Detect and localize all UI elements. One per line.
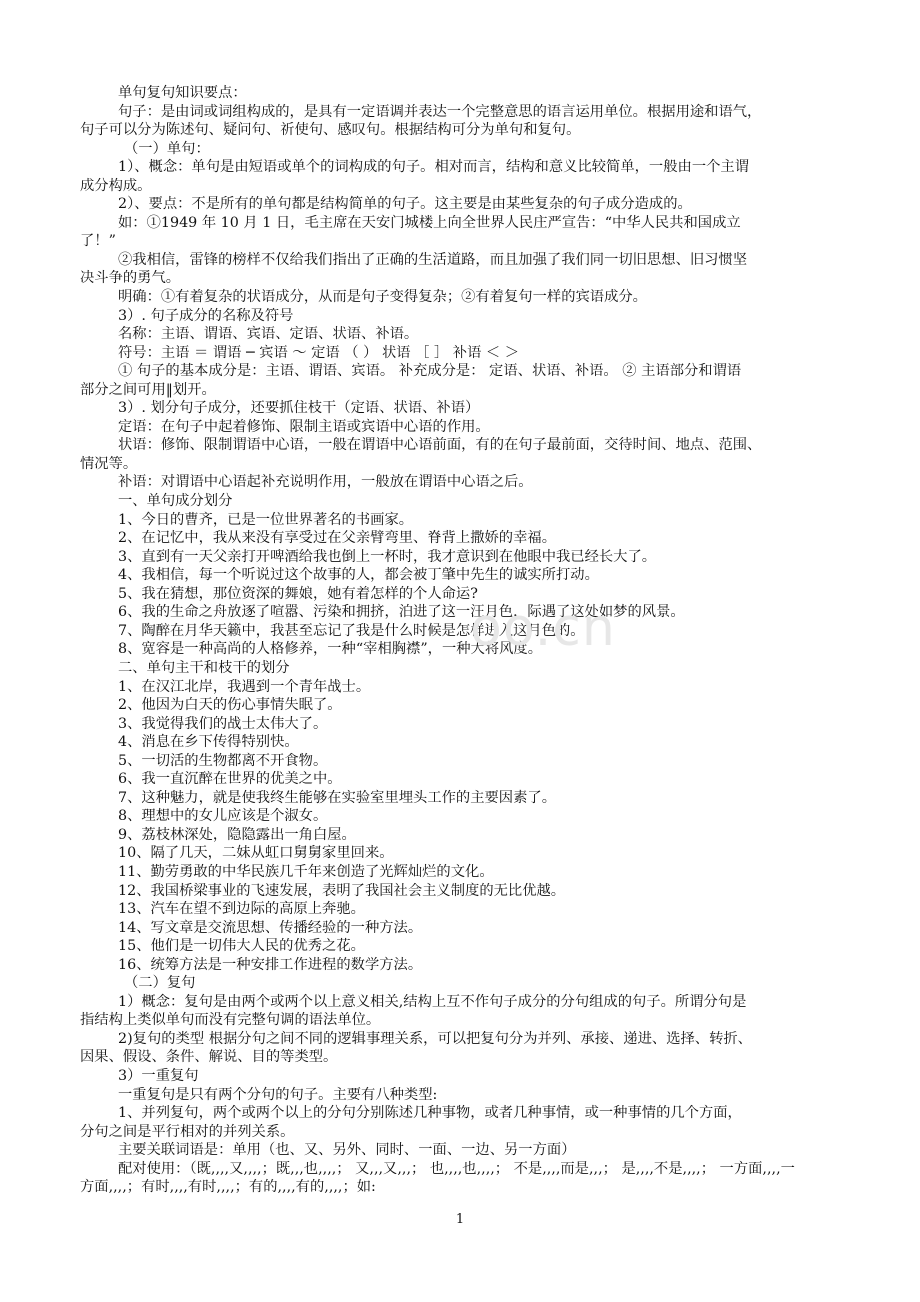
- page-number: 1: [455, 1212, 465, 1227]
- text-line: 6、我的生命之舟放逐了喧嚣、污染和拥挤，泊进了这一汪月色，际遇了这处如梦的风景。: [118, 604, 685, 621]
- text-line: 1）、概念：单句是由短语或单个的词构成的句子。相对而言，结构和意义比较简单，一般由一个主谓: [118, 159, 750, 176]
- text-line: 2）、要点：不是所有的单句都是结构简单的句子。这主要是由某些复杂的句子成分造成的。: [118, 196, 692, 213]
- text-line: 11、勤劳勇敢的中华民族几千年来创造了光辉灿烂的文化。: [118, 863, 494, 880]
- text-line: 3）. 句子成分的名称及符号: [118, 307, 294, 324]
- text-line: 10、隔了几天，二妹从虹口舅舅家里回来。: [118, 845, 394, 862]
- text-line: 5、我在猜想，那位资深的舞娘，她有着怎样的个人命运?: [118, 585, 478, 602]
- text-line: 8、宽容是一种高尚的人格修养，一种“宰相胸襟”，一种大将风度。: [118, 641, 543, 658]
- text-line: 指结构上类似单句而没有完整句调的语法单位。: [80, 1012, 381, 1029]
- text-line: 3、直到有一天父亲打开啤酒给我也倒上一杯时，我才意识到在他眼中我已经长大了。: [118, 548, 657, 565]
- text-line: 1、今日的曹齐，已是一位世界著名的书画家。: [118, 511, 414, 528]
- text-line: 句子可以分为陈述句、疑问句、祈使句、感叹句。根据结构可分为单句和复句。: [80, 122, 581, 139]
- text-line: 1、并列复句，两个或两个以上的分句分别陈述几种事物，或者几种事情，或一种事情的几个方面，: [118, 1105, 742, 1122]
- text-line: ②我相信，雷锋的榜样不仅给我们指出了正确的生活道路，而且加强了我们同一切旧思想、旧习惯坚: [118, 251, 748, 268]
- text-line: 3）. 划分句子成分，还要抓住枝干（定语、状语、补语）: [118, 400, 480, 417]
- text-line: 2、他因为白天的伤心事情失眠了。: [118, 697, 342, 714]
- text-line: 5、一切活的生物都离不开食物。: [118, 752, 328, 769]
- text-line: 7、陶醉在月华天籁中，我甚至忘记了我是什么时候是怎样进入这月色的。: [118, 622, 585, 639]
- text-line: 6、我一直沉醉在世界的优美之中。: [118, 771, 342, 788]
- text-line: 补语：对谓语中心语起补充说明作用，一般放在谓语中心语之后。: [118, 474, 533, 491]
- text-line: 2)复句的类型 根据分句之间不同的逻辑事理关系，可以把复句分为并列、承接、递进、选择、转折、: [118, 1030, 752, 1047]
- text-line: 状语：修饰、限制谓语中心语，一般在谓语中心语前面，有的在句子最前面，交待时间、地点、范围、: [118, 437, 762, 454]
- text-line: 4、我相信，每一个听说过这个故事的人，都会被丁肇中先生的诚实所打动。: [118, 567, 599, 584]
- text-line: 13、汽车在望不到边际的高原上奔驰。: [118, 901, 365, 918]
- text-line: 如：①1949 年 10 月 1 日，毛主席在天安门城楼上向全世界人民庄严宣告：“中华人民共和国成立: [118, 214, 741, 231]
- text-line: 部分之间可用‖划开。: [80, 381, 216, 398]
- text-line: 15、他们是一切伟大人民的优秀之花。: [118, 938, 365, 955]
- text-line: 情况等。: [80, 455, 138, 472]
- text-line: 单句复句知识要点：: [118, 85, 247, 101]
- document-body: [80, 84, 840, 1197]
- text-line: 分句之间是平行相对的并列关系。: [80, 1123, 295, 1140]
- text-line: 14、写文章是交流思想、传播经验的一种方法。: [118, 919, 423, 936]
- text-line: 定语：在句子中起着修饰、限制主语或宾语中心语的作用。: [118, 418, 490, 435]
- text-line: 1、在汉江北岸，我遇到一个青年战士。: [118, 678, 371, 695]
- text-line: 一重复句是只有两个分句的句子。主要有八种类型:: [118, 1086, 438, 1103]
- text-line: 2、在记忆中，我从来没有享受过在父亲臂弯里、脊背上撒娇的幸福。: [118, 530, 556, 547]
- text-line: 明确：①有着复杂的状语成分，从而是句子变得复杂；②有着复句一样的宾语成分。: [118, 289, 647, 306]
- text-line: 9、荔枝林深处，隐隐露出一角白屋。: [118, 826, 356, 843]
- text-line: 配对使用：（既,,,,又,,,,；既,,,也,,,,； 又,,,又,,,； 也,,,,也,,,,； 不是,,,,而是,,,； 是,,,,不是,,,,； 一方面,,,,一: [118, 1160, 795, 1177]
- text-line: 成分构成。: [80, 177, 152, 194]
- text-line: 二、单句主干和枝干的划分: [118, 659, 290, 676]
- text-line: 句子：是由词或词组构成的，是具有一定语调并表达一个完整意思的语言运用单位。根据用途和语气，: [118, 103, 762, 120]
- watermark: oo.cn: [470, 598, 616, 658]
- text-line: 因果、假设、条件、解说、目的等类型。: [80, 1049, 338, 1066]
- text-line: 1）概念：复句是由两个或两个以上意义相关,结构上互不作句子成分的分句组成的句子。所谓分句是: [118, 993, 747, 1010]
- text-line: 4、消息在乡下传得特别快。: [118, 734, 299, 751]
- text-line: 8、理想中的女儿应该是个淑女。: [118, 808, 328, 825]
- text-line: ① 句子的基本成分是：主语、谓语、宾语。 补充成分是： 定语、状语、补语。 ② 主语部分和谓语: [118, 363, 742, 380]
- text-line: 符号：主语 ＝ 谓语 ─ 宾语 ～ 定语 （ ） 状语 ［ ］ 补语 ＜ ＞: [118, 344, 520, 361]
- text-line: （一）单句：: [124, 140, 210, 157]
- text-line: 一、单句成分划分: [118, 493, 233, 510]
- text-line: 决斗争的勇气。: [80, 270, 181, 287]
- text-line: （二）复句: [124, 975, 196, 992]
- text-line: 方面,,,,；有时,,,,有时,,,,；有的,,,,有的,,,,；如:: [80, 1179, 376, 1196]
- text-line: 主要关联词语是：单用（也、又、另外、同时、一面、一边、另一方面）: [118, 1142, 576, 1159]
- text-line: 12、我国桥梁事业的飞速发展，表明了我国社会主义制度的无比优越。: [118, 882, 566, 899]
- text-line: 3）一重复句: [118, 1067, 199, 1084]
- text-line: 3、我觉得我们的战士太伟大了。: [118, 715, 328, 732]
- text-line: 了！”: [80, 233, 116, 250]
- text-line: 16、统筹方法是一种安排工作进程的数学方法。: [118, 956, 423, 973]
- text-line: 名称：主语、谓语、宾语、定语、状语、补语。: [118, 326, 419, 343]
- text-line: 7、这种魅力，就是使我终生能够在实验室里埋头工作的主要因素了。: [118, 789, 556, 806]
